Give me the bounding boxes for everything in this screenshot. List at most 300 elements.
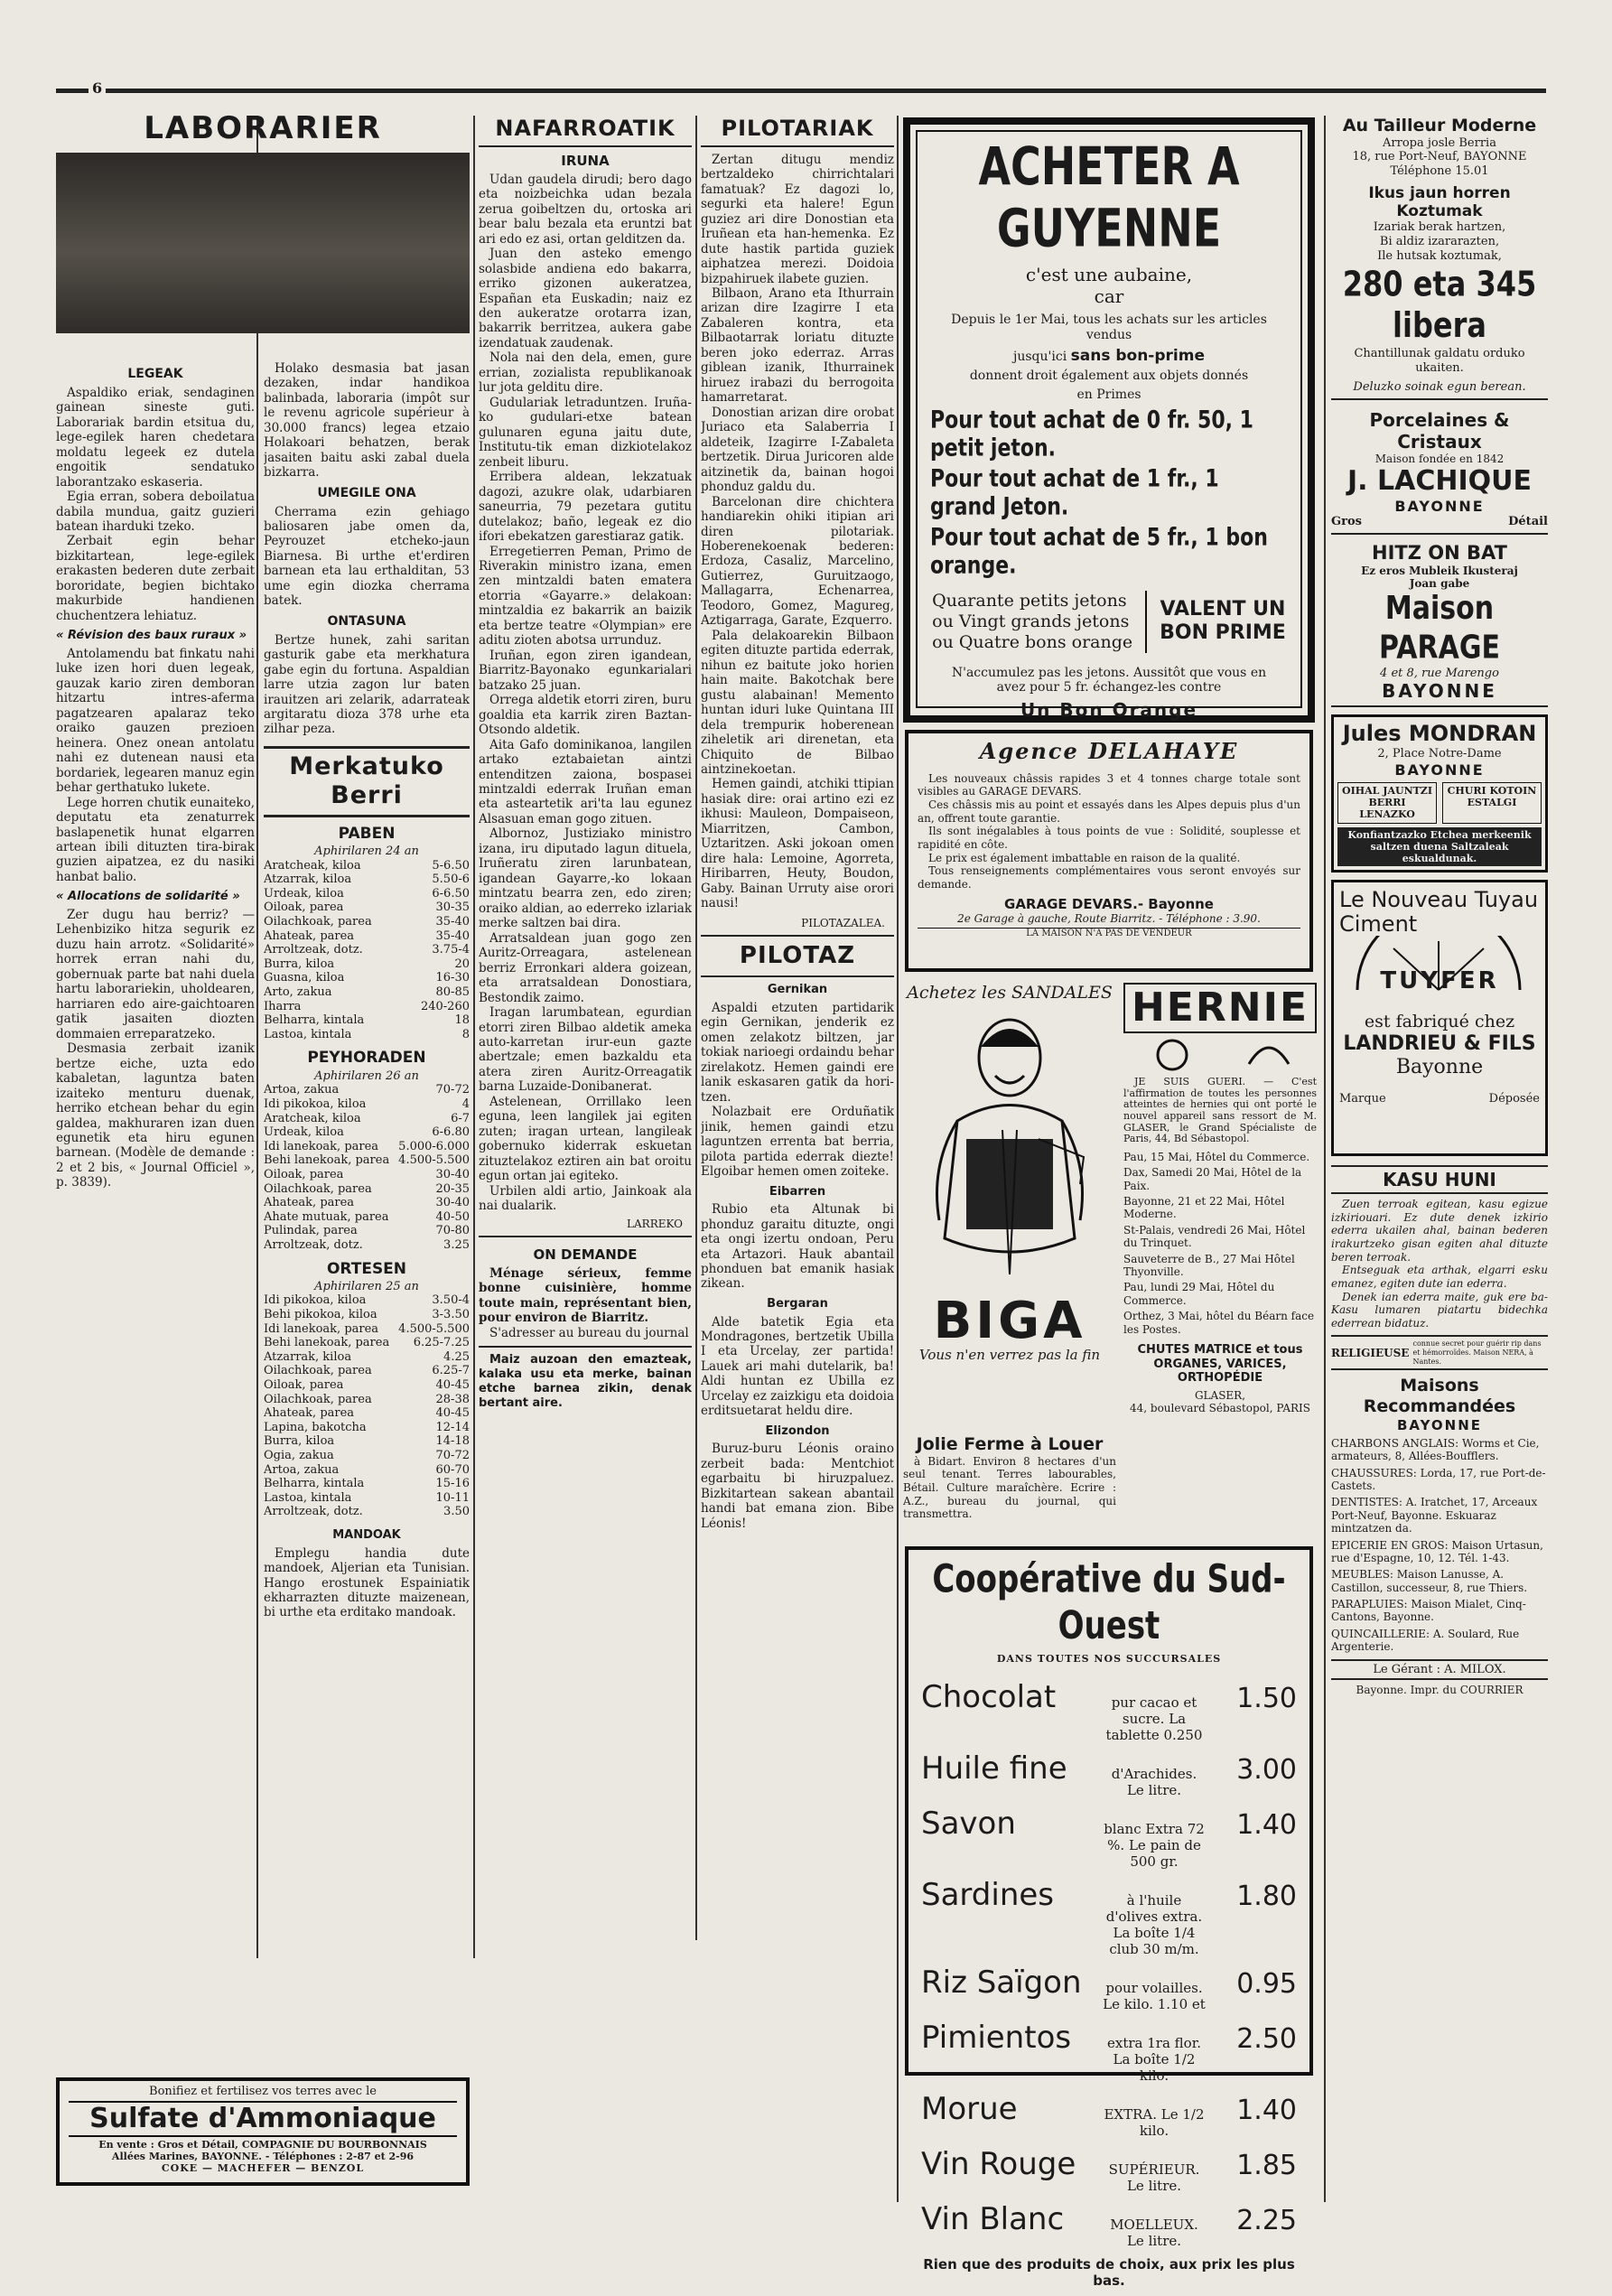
laborarier-col-b xyxy=(264,361,470,2068)
price-item: Behi lanekoak, parea xyxy=(264,1336,390,1350)
price-value: 40-45 xyxy=(435,1378,470,1393)
maisons-recommandees: Maisons Recommandées xyxy=(1363,1376,1516,1416)
hernie-town: Sauveterre de B., 27 Mai Hôtel Thyonville. xyxy=(1123,1252,1295,1278)
laborarier-para: Holako desmasia bat jasan dezaken, indar handikoa balinbada, laboraria (impôt sur le revenu agricole supérieur à 30.000 francs) legea etzaio Holakoari behatzen, berak jasaiten baitu aski zabal duela bizkarra. xyxy=(264,361,470,481)
laborarier-para: Aspaldiko eriak, sendaginen gainean sineste guti. Laborariak bardin etsitua du, lege-egilek haren chedetara moldatu legeek ez dutela engoitik sendatuko laborantzako eskaseria. xyxy=(56,385,255,490)
price-item: Arto, zakua xyxy=(264,985,332,1000)
table-row xyxy=(264,929,470,944)
koztumak-line: Bi aldiz izararazten, xyxy=(1379,234,1500,248)
tuyau-top: Le Nouveau Tuyau Ciment xyxy=(1339,887,1539,937)
coop-item-name: Sardines xyxy=(921,1876,1055,1913)
delahaye-address: 2e Garage à gauche, Route Biarritz. - Téléphone : 3.90. xyxy=(957,912,1261,926)
guyenne-line: en Primes xyxy=(1076,387,1141,403)
price-item: Oiloak, parea xyxy=(264,1378,344,1393)
delahaye-title: Agence DELAHAYE xyxy=(979,738,1239,764)
cooperative-ad xyxy=(905,1546,1313,2289)
gros-detail xyxy=(1331,515,1548,535)
ferme-title: Jolie Ferme à Louer xyxy=(916,1434,1104,1454)
hernie-towns xyxy=(1123,1151,1317,1336)
market-name: ORTESEN xyxy=(326,1259,407,1278)
price-item: Artoa, zakua xyxy=(264,1083,340,1097)
guyenne-inner xyxy=(916,130,1302,722)
truss-icon xyxy=(1242,1037,1296,1073)
pilotariak-section xyxy=(701,116,894,2076)
guyenne-equiv-line: Quarante petits jetons xyxy=(932,591,1127,611)
list-item xyxy=(921,2091,1297,2139)
sulfate-ad xyxy=(56,2077,470,2186)
page-number: 6 xyxy=(89,79,106,97)
price-value: 4.500-5.500 xyxy=(398,1153,470,1168)
price-value: 4.500-5.500 xyxy=(398,1321,470,1336)
delahaye-ad xyxy=(905,730,1313,972)
laborarier-para: Egia erran, sobera deboilatua dabila munduа, gaitz guzieri batean iharduki tzeko. xyxy=(56,490,255,535)
coop-item-name: Riz Saïgon xyxy=(921,1964,1082,2001)
list-item xyxy=(921,1877,1297,1957)
price-item: Idi lanekoak, parea xyxy=(264,1139,379,1153)
price-value: 14-18 xyxy=(435,1434,470,1449)
price-value: 5-6.50 xyxy=(432,858,470,873)
pilotaz-para: Nolazbait ere Orduñatik jinik, hemen gaindi etzu laguntzen errenta bat berria, pilota partida ederrak diezte! Elgoibar hemen omen zoiteke. xyxy=(701,1105,894,1180)
ondemande-heading: ON DEMANDE xyxy=(533,1246,638,1263)
market-name: PEYHORADEN xyxy=(307,1049,426,1068)
pilotaz-title-box xyxy=(701,935,894,977)
iruna-heading: IRUNA xyxy=(561,152,610,169)
price-value: 16-30 xyxy=(435,971,470,985)
nafarroatik-para: Aita Gafo dominikanoa, langilen artako eztabaietan aintzi entenditzen zaiona, bospasei mintzaldi ederrak Iruñan eman eta asteartetik ari'ta lau egunez Alsasuan eman gogo zituen. xyxy=(479,737,692,826)
ondemande-text2: S'adresser au bureau du journal xyxy=(489,1325,689,1340)
ondemande-text: Ménage sérieux, femme bonne cuisinière, homme toute main, représentant bien, pour environ de Biarritz. xyxy=(479,1266,692,1326)
price-value: 70-72 xyxy=(435,1083,470,1097)
table-row xyxy=(264,1168,470,1182)
price-value: 3.50 xyxy=(443,1505,470,1519)
mondran-footer: Konfiantzazko Etchea merkeenik saltzen duena Saltzaleak eskualdunak. xyxy=(1337,827,1542,867)
nafarroatik-para: Nola nai den dela, emen, gure errian, zozialista republikanoak lur jota gelditu dire. xyxy=(479,350,692,396)
coop-item-desc: blanc Extra 72 %. Le pain de 500 gr. xyxy=(1104,1820,1205,1870)
table-row xyxy=(264,1140,470,1154)
recommended-item: DENTISTES: A. Iratchet, 17, Arceaux Port-Neuf, Bayonne. Eskuaraz mintzatzen da. xyxy=(1331,1496,1538,1535)
religieuse-ad xyxy=(1331,1335,1548,1370)
coop-item-name: Vin Blanc xyxy=(921,2200,1065,2237)
table-row xyxy=(264,1505,470,1519)
guyenne-equiv-line: VALENT UN xyxy=(1160,598,1286,621)
biga-brand: BIGA xyxy=(933,1292,1086,1351)
hernie-town: Pau, lundi 29 Mai, Hôtel du Commerce. xyxy=(1123,1281,1275,1307)
table-row xyxy=(264,1491,470,1506)
price-value: 80-85 xyxy=(435,985,470,1000)
tailleur-line: Téléphone 15.01 xyxy=(1390,163,1489,178)
libera-price: 280 eta 345 libera xyxy=(1342,263,1537,347)
table-row xyxy=(264,901,470,915)
nafarroatik-para: Juan den asteko emengo solasbide andiena edo bakarra, erriko gizonen aukeratzea, Españan eta Euskadin; naiz ez den aukeratze orotarra izan, bakarrik berritzea, aukera gabe izendatuak zaudenak. xyxy=(479,247,692,350)
price-item: Aratcheak, kiloa xyxy=(264,1111,361,1125)
list-item xyxy=(921,2020,1297,2084)
price-value: 3.50-4 xyxy=(432,1293,470,1308)
koztumak-line: Izariak berak hartzen, xyxy=(1373,220,1506,235)
price-value: 18 xyxy=(454,1013,470,1028)
price-value: 6-6.80 xyxy=(432,1125,470,1140)
revision-heading: « Révision des baux ruraux » xyxy=(56,629,247,643)
column-rule xyxy=(473,116,475,1958)
guyenne-bon-orange: Un Bon Orange xyxy=(1020,699,1198,722)
mondran-cell: CHURI KOTOIN ESTALGI xyxy=(1442,782,1542,824)
kasu-text: Entseguak eta arthak, elgarri esku emanez, egiten dute ian ederra. xyxy=(1331,1264,1548,1290)
price-value: 35-40 xyxy=(435,915,470,929)
nafarroatik-section xyxy=(479,116,692,2076)
table-row xyxy=(264,1196,470,1210)
table-row xyxy=(264,1449,470,1463)
price-item: Lastoa, kintala xyxy=(264,1490,352,1505)
delahaye-text: Le prix est également imbattable en raison de la qualité. xyxy=(928,851,1241,864)
recommended-list xyxy=(1331,1437,1548,1654)
table-row xyxy=(264,1083,470,1097)
hernie-footer: ORGANES, VARICES, ORTHOPÉDIE xyxy=(1153,1357,1287,1386)
mondran-cell: OIHAL JAUNTZI BERRI LENAZKO xyxy=(1337,782,1437,824)
price-item: Lastoa, kintala xyxy=(264,1027,352,1041)
table-row xyxy=(264,1421,470,1435)
guyenne-ad xyxy=(903,117,1315,723)
koztumak-line: Ile hutsak koztumak, xyxy=(1377,248,1502,263)
lachique: J. LACHIQUE xyxy=(1347,465,1532,498)
hernie-town: Pau, 15 Mai, Hôtel du Commerce. xyxy=(1123,1150,1310,1163)
mondran-address: 2, Place Notre-Dame xyxy=(1377,747,1502,761)
table-row xyxy=(264,943,470,957)
maiz-text: Maiz auzoan den emazteak, kalaka usu eta merke, bainan etche barnea zikin, denak bertant aire. xyxy=(479,1353,692,1410)
coop-item-price: 1.80 xyxy=(1236,1880,1297,1912)
coop-item-price: 2.25 xyxy=(1236,2204,1297,2236)
nafarroatik-para: Iragan larumbatean, egurdian etorri ziren Bilbao aldetik ameka auto-karretan irur-eun gazte abertzale; emen bazkaldu eta atera ziren Auritz-Orreagatik barna Luzaide-Donibanerat. xyxy=(479,1005,692,1095)
list-item xyxy=(921,2146,1297,2194)
sulfate-line: Bonifiez et fertilisez vos terres avec le xyxy=(149,2085,377,2098)
nafarroatik-para: Astelenean, Orrillako leen eguna, leen langilek jai egiten zuten; iragan urtean, langileak gobernuko kiderrak eskuetan zituztelakoz eztiren ain bat oroitu egun ortan jai egiteko. xyxy=(479,1094,692,1184)
pilotazalea-signature: PILOTAZALEA. xyxy=(801,916,885,929)
nafarroatik-para: Urbilen aldi artio, Jainkoak ala nai dualarik. xyxy=(479,1183,692,1214)
price-value: 5.000-6.000 xyxy=(398,1139,470,1153)
truss-icon xyxy=(1145,1037,1199,1073)
price-item: Ahate mutuak, parea xyxy=(264,1209,389,1224)
coop-item-price: 2.50 xyxy=(1236,2022,1297,2055)
table-row xyxy=(264,1406,470,1421)
allocations-heading: « Allocations de solidarité » xyxy=(56,890,240,904)
price-item: Oilachkoak, parea xyxy=(264,915,372,929)
guyenne-line: jusqu'ici xyxy=(1013,349,1067,364)
coop-item-price: 3.00 xyxy=(1236,1753,1297,1786)
nafarroatik-para: Erriberа aldean, lekzatuak dagozi, azukre olak, udarbiaren saneurria, 79 pezetara gutitu dutelakoz; bañо, legeak ez dio ifori ebekatzen garestiaraz gatik. xyxy=(479,470,692,545)
price-item: Urdeak, kiloa xyxy=(264,1125,344,1140)
table-row xyxy=(264,1097,470,1112)
price-item: Lapina, bakotcha xyxy=(264,1420,367,1434)
laborarier-para: Desmasia zerbait izanik bertze eiche, uzta edo kabaletan, laguntza baten izaiteko menturu duenak, herriko etchean behar du egin galdea, makhuraren izan duen egunetik eta hiru egunen barnean. (Modèle de demande : 2 et 2 bis, « Journal Officiel », p. 3839). xyxy=(56,1041,255,1190)
maison-fondee: Maison fondée en 1842 xyxy=(1374,452,1505,465)
laborarier-title: LABORARIER xyxy=(144,110,382,146)
table-row xyxy=(264,1210,470,1225)
coop-item-desc: MOELLEUX. Le litre. xyxy=(1110,2216,1198,2249)
laborarier-para: Lege horren chutik eunaiteko, deputatu eta zenaturrek baslapenetik hunat elgarren artean ibili dituzten tira-birak guzien aipatzea, ez du nasiki hanbat balio. xyxy=(56,795,255,884)
maison-parage: Maison PARAGE xyxy=(1379,589,1500,667)
mandoak-heading: MANDOAK xyxy=(332,1527,401,1542)
coop-item-name: Morue xyxy=(921,2090,1018,2127)
pilotaz-title: PILOTAZ xyxy=(739,942,856,970)
nafarroatik-para: Erregetierren Peman, Primo de Riverakin ministro izana, emen zen mintzaldi baten ematera etorria «Gayarre.» delakoan: mintzaldia ez bakarrik an baizik eta bertze teatre «Olympian» ere aditu zioten abotsa urrunduz. xyxy=(479,544,692,649)
price-value: 3.25 xyxy=(443,1237,470,1252)
laborarier-col-a xyxy=(56,361,255,2068)
coop-item-name: Vin Rouge xyxy=(921,2145,1076,2182)
koztumak: Ikus jaun horren Koztumak xyxy=(1368,183,1511,220)
table-row xyxy=(264,1364,470,1378)
gernikan-heading: Gernikan xyxy=(767,983,828,997)
price-value: 5.50-6 xyxy=(432,873,470,887)
table-row xyxy=(264,1013,470,1028)
table-row xyxy=(264,915,470,929)
mondran-ad xyxy=(1331,714,1548,873)
maiz-block xyxy=(479,1346,692,1410)
price-item: Iharra xyxy=(264,999,302,1013)
guyenne-line: Depuis le 1er Mai, tous les achats sur les articles vendus xyxy=(951,313,1267,343)
price-value: 240-260 xyxy=(420,999,470,1013)
religieuse-title: RELIGIEUSE xyxy=(1331,1346,1410,1359)
price-value: 4 xyxy=(461,1097,470,1111)
delahaye-text: Les nouveaux châssis rapides 3 et 4 tonnes charge totale sont visibles au GARAGE DEVARS. xyxy=(918,771,1300,798)
elizondon-heading: Elizondon xyxy=(765,1423,830,1438)
hernie-figures xyxy=(1123,1037,1317,1073)
sulfate-line: COKE — MACHEFER — BENZOL xyxy=(161,2161,365,2174)
cooperative-footer: Rien que des produits de choix, aux prix les plus bas. xyxy=(923,2255,1295,2289)
price-item: Ahateak, parea xyxy=(264,1406,355,1421)
guyenne-footer: N'accumulez pas les jetons. Aussitôt que vous en xyxy=(951,665,1267,680)
tailleur-line: 18, rue Port-Neuf, BAYONNE xyxy=(1352,150,1527,164)
tuyau-mid: est fabriqué chez xyxy=(1364,1011,1515,1031)
merkatuko-title: Merkatuko Berri xyxy=(289,751,444,810)
price-value: 3.75-4 xyxy=(432,943,470,957)
table-row xyxy=(264,1224,470,1238)
pilotariak-title: PILOTARIAK xyxy=(701,116,894,147)
tuyau-maker: LANDRIEU & FILS xyxy=(1343,1031,1536,1055)
larreko-signature: LARREKO xyxy=(627,1217,683,1230)
gros-label: Gros xyxy=(1331,515,1362,529)
price-item: Oiloak, parea xyxy=(264,1167,344,1181)
ferme-text: à Bidart. Environ 8 hectares d'un seul tenant. Terres labourables, Bétail. Culture maraîchère. Ecrire : A.Z., bureau du journal, qui transmettra. xyxy=(903,1454,1116,1521)
delahaye-slogan: LA MAISON N'A PAS DE VENDEUR xyxy=(918,928,1300,939)
price-item: Ahateak, parea xyxy=(264,929,355,943)
recommended-item: PARAPLUIES: Maison Mialet, Cinq-Cantons, Bayonne. xyxy=(1331,1598,1526,1624)
price-value: 6-6.50 xyxy=(432,886,470,901)
table-row xyxy=(264,1000,470,1014)
sandales-ad xyxy=(903,983,1116,1425)
coop-item-desc: pour volailles. Le kilo. 1.10 et xyxy=(1103,1979,1206,2012)
sulfate-line: Allées Marines, BAYONNE. - Téléphones : 2-87 et 2-96 xyxy=(111,2150,415,2162)
coop-item-desc: pur cacao et sucre. La tablette 0.250 xyxy=(1105,1694,1203,1743)
umegile-heading: UMEGILE ONA xyxy=(317,485,416,500)
parage-city: BAYONNE xyxy=(1331,680,1548,707)
coop-item-desc: extra 1ra flor. La boîte 1/2 kilo. xyxy=(1107,2034,1201,2084)
guyenne-equiv-right xyxy=(1147,598,1286,646)
farm-illustration xyxy=(56,153,470,333)
price-item: Oilachkoak, parea xyxy=(264,1392,372,1406)
nafarroatik-para: Gudulariak letraduntzen. Iruña-ko gudulari-etxe batean gulunaren eguna jaitu dute, Institutu-tik eman dizkiotelakoz zenbeit liburu. xyxy=(479,395,692,470)
price-value: 70-80 xyxy=(435,1224,470,1238)
parage-address: 4 et 8, rue Marengo xyxy=(1380,666,1499,680)
price-item: Burra, kiloa xyxy=(264,957,335,971)
pilotariak-para: Bilbaon, Arano eta Ithurrain arizan dire Izagirre I eta Zabaleren kontra, eta Bilbaotarrak loriatu dituzte beren joko ederraz. Arras giblean izanik, Ithurrainek hiruez irabazi du berrogoita hamarretarat. xyxy=(701,286,894,406)
hernie-footer: GLASER, xyxy=(1194,1388,1246,1402)
pilotariak-para: Pala delakoarekin Bilbaon egiten dituzte partida ederrak, nihun ez baitute joko horien hain maite. Bakotchak bere gustu alabainan! Memento huntan iduri luke Quintana III dela trempuriк hoberenean ziheletik ari direnetan, eta Chiquito de Bilbao aintzinekoetan. xyxy=(701,628,894,778)
coop-item-desc: à l'huile d'olives extra. La boîte 1/4 club 30 m/m. xyxy=(1105,1891,1203,1957)
sulfate-title: Sulfate d'Ammoniaque xyxy=(69,2101,457,2137)
nafarroatik-para: Arratsaldean juan gogo zen Auritz-Orreagara, astelenean berriz Erronkari aldera goizean, eta arratsaldean Donostiara, Bestondik zaimo. xyxy=(479,930,692,1005)
price-item: Artoa, zakua xyxy=(264,1462,340,1477)
coop-item-price: 1.85 xyxy=(1236,2149,1297,2181)
pilotaz-para: Alde batetik Egia eta Mondragones, bertzetik Ubilla I eta Urcelay, zer partida! Lauek ari mahi dutelarik, ba! Aldi huntan ez Ubilla ez Urcelay ez zaizkigu eta doidoia erditsuetarat heldu dire. xyxy=(701,1314,894,1419)
price-item: Burra, kiloa xyxy=(264,1434,335,1449)
pilotaz-para: Rubio eta Altunak bi phonduz garaitu dituzte, ongi eta ongi izertu ondoan, Peru eta Artazori. Hauk abantail phonduen bat emanik hasiak zikean. xyxy=(701,1202,894,1292)
table-row xyxy=(264,1028,470,1042)
price-value: 6-7 xyxy=(451,1111,470,1125)
maisons-city: BAYONNE xyxy=(1396,1416,1483,1433)
kasu-text: Denek ian ederra maite, guk ere ba-Kasu lumaren piatartu bidechka ederrean bidatuz. xyxy=(1331,1290,1548,1330)
imprimerie: Bayonne. Impr. du COURRIER xyxy=(1356,1684,1523,1697)
guyenne-equiv-line: BON PRIME xyxy=(1160,621,1286,645)
market-date: Aphirilaren 24 an xyxy=(314,845,419,859)
coop-item-desc: SUPÉRIEUR. Le litre. xyxy=(1108,2161,1200,2194)
pilotaz-para: Aspaldi etzuten partidarik egin Gernikan, jenderik ez omen zelakotz biltzen, jar tokiak narioegi ordaindu behar zirelakotz. Hemen gaindi ere lanik eskasaren gatik da hori-tzen. xyxy=(701,1000,894,1105)
recommended-item: CHAUSSURES: Lorda, 17, rue Port-de-Castets. xyxy=(1331,1466,1546,1492)
guyenne-equiv-left xyxy=(932,591,1147,652)
ferme-ad xyxy=(903,1434,1116,1525)
price-value: 12-14 xyxy=(435,1420,470,1434)
guyenne-sans-bon-prime: sans bon-prime xyxy=(1070,346,1205,365)
table-row xyxy=(264,859,470,873)
price-item: Belharra, kintala xyxy=(264,1477,365,1491)
table-row xyxy=(264,1308,470,1322)
column-rule xyxy=(695,116,697,1940)
price-value: 20 xyxy=(454,957,470,971)
mandoak-text: Emplegu handia dute mandoek, Aljerian eta Tunisian. Hango erostunek Espainiatik ekharrazten dituzte maizenean, bi urthe eta erditako mandoak. xyxy=(264,1545,470,1620)
pilotaz-para: Buruz-buru Léonis oraino zerbeit bada: Mentchiot egarbaitu bi hiruzpaluez. Bizkitartean sakean abantail handi bat emana zion. Bibe Léonis! xyxy=(701,1442,894,1531)
recommended-item: MEUBLES: Maison Lanusse, A. Castillon, successeur, 8, rue Thiers. xyxy=(1331,1568,1528,1594)
lachique-city: BAYONNE xyxy=(1394,498,1485,516)
table-row xyxy=(264,1477,470,1491)
price-value: 35-40 xyxy=(435,929,470,943)
right-column xyxy=(1331,116,1548,2256)
table-row xyxy=(264,887,470,901)
coop-item-desc: EXTRA. Le 1/2 kilo. xyxy=(1104,2105,1205,2139)
ondemande-block xyxy=(479,1236,692,1340)
hernie-text: JE SUIS GUERI. — C'est l'affirmation de toutes les personnes atteintes de hernies qui ont porté le nouvel appareil sans ressort de M. GLASER, le Grand Spécialiste de Paris, 44, Bd Sébastopol. xyxy=(1123,1076,1317,1145)
ontasuna-heading: ONTASUNA xyxy=(327,613,406,629)
price-item: Arroltzeak, dotz. xyxy=(264,943,363,957)
delahaye-garage: GARAGE DEVARS.- Bayonne xyxy=(1004,896,1214,913)
table-row xyxy=(264,1182,470,1197)
price-value: 8 xyxy=(461,1027,470,1041)
price-item: Oiloak, parea xyxy=(264,901,344,915)
column-rule xyxy=(1324,116,1326,2202)
price-item: Idi lanekoak, parea xyxy=(264,1321,379,1336)
table-row xyxy=(264,1378,470,1393)
guyenne-line: car xyxy=(1094,285,1124,308)
hernie-footer: 44, boulevard Sébastopol, PARIS xyxy=(1129,1402,1310,1415)
price-item: Behi lanekoak, parea xyxy=(264,1153,390,1168)
table-row xyxy=(264,971,470,985)
price-item: Belharra, kintala xyxy=(264,1013,365,1028)
table-row xyxy=(264,1322,470,1337)
price-value: 60-70 xyxy=(435,1462,470,1477)
cooperative-title: Coopérative du Sud-Ouest xyxy=(932,1556,1286,1648)
hernie-town: Orthez, 3 Mai, hôtel du Béarn face les Postes. xyxy=(1123,1310,1315,1336)
guyenne-equiv-line: ou Vingt grands jetons xyxy=(932,611,1130,632)
recommended-item: CHARBONS ANGLAIS: Worms et Cie, armateurs, 8, Allées-Boufflers. xyxy=(1331,1436,1540,1463)
kasu-huni: KASU HUNI xyxy=(1331,1165,1548,1194)
market-price-table xyxy=(264,1083,470,1252)
price-item: Aratcheak, kiloa xyxy=(264,858,361,873)
price-item: Pulindak, parea xyxy=(264,1224,358,1238)
guyenne-title: ACHETER A GUYENNE xyxy=(978,135,1240,259)
price-item: Oilachkoak, parea xyxy=(264,1364,372,1378)
list-item xyxy=(921,1750,1297,1798)
guyenne-line: donnent droit également aux objets donnés xyxy=(969,369,1249,384)
guyenne-offer: Pour tout achat de 1 fr., 1 grand Jeton. xyxy=(930,465,1219,522)
recommended-item: EPICERIE EN GROS: Maison Urtasun, rue d'Espagne, 10, 12. Tél. 1-43. xyxy=(1331,1538,1543,1564)
table-row xyxy=(264,1336,470,1350)
sandales-illustration xyxy=(903,1003,1116,1293)
guyenne-footer: avez pour 5 fr. échangez-les contre xyxy=(996,680,1222,695)
price-item: Idi pikokoa, kiloa xyxy=(264,1293,367,1308)
tuyau-city: Bayonne xyxy=(1395,1055,1484,1078)
sandales-top: Achetez les SANDALES xyxy=(907,983,1113,1003)
laborarier-para: Zer dugu hau berriz? — Lehenbiziko hitza segurik ez duzu hain arrotz. «Solidarité» horrek erran nahi du, gobernuak parte bat nahi duela hartu laborariekin, uholdearen, harriaren edo aire-gaichtoaren gatik jasaiten diozten dommaien erreparatzeko. xyxy=(56,907,255,1041)
hernie-town: Dax, Samedi 20 Mai, Hôtel de la Paix. xyxy=(1123,1166,1302,1192)
cooperative-subtitle: DANS TOUTES NOS SUCCURSALES xyxy=(996,1652,1222,1665)
coop-item-name: Huile fine xyxy=(921,1750,1067,1787)
mondran-cells xyxy=(1337,782,1542,824)
hernie-title: HERNIE xyxy=(1123,983,1317,1033)
coop-item-name: Pimientos xyxy=(921,2019,1072,2056)
tailleur-title: Au Tailleur Moderne xyxy=(1342,116,1537,135)
price-item: Ahateak, parea xyxy=(264,1196,355,1210)
table-row xyxy=(264,1153,470,1168)
market-listings xyxy=(264,825,470,1519)
market-price-table xyxy=(264,859,470,1042)
detail-label: Détail xyxy=(1508,515,1548,529)
price-value: 15-16 xyxy=(435,1477,470,1491)
column-rule xyxy=(897,116,899,2202)
hernie-town: Bayonne, 21 et 22 Mai, Hôtel Moderne. xyxy=(1123,1195,1285,1221)
mondran-city: BAYONNE xyxy=(1394,761,1485,779)
hitz-on-bat: HITZ ON BAT xyxy=(1372,541,1507,564)
deluzko: Deluzko soinak egun bereаn. xyxy=(1331,380,1548,400)
table-row xyxy=(264,1112,470,1126)
delahaye-text: Tous renseignements complémentaires vous seront envoyés sur demande. xyxy=(918,864,1300,891)
price-value: 30-40 xyxy=(435,1167,470,1181)
hitz-sub: Ez eros Mubleik Ikusteraj xyxy=(1361,565,1518,578)
market-date: Aphirilaren 26 an xyxy=(314,1069,419,1083)
guyenne-offer: Pour tout achat de 0 fr. 50, 1 petit jeton. xyxy=(930,406,1253,463)
price-item: Idi pikokoa, kiloa xyxy=(264,1097,367,1111)
price-item: Atzarrak, kiloa xyxy=(264,1349,352,1364)
religieuse-text: connue secret pour guérir rip dans et hémorroïdes. Maison NERA, à Nantes. xyxy=(1412,1339,1542,1366)
price-value: 40-50 xyxy=(435,1209,470,1224)
bergaran-heading: Bergaran xyxy=(767,1296,828,1311)
list-item xyxy=(921,1806,1297,1870)
pilotariak-para: Zertan ditugu mendiz bertzaldeko chirrichtalari famatuak? Ez dagozi lo, segurki eta halere! Egun guziez ari dire Donostian eta Iruñean eta han-hemenka. Ez dute hastik partida guziek aiphatzea merezi. Doidoia bizpahiruek ilabete guzien. xyxy=(701,152,894,286)
coop-item-name: Chocolat xyxy=(921,1678,1057,1715)
recommended-item: QUINCAILLERIE: A. Soulard, Rue Argenterie. xyxy=(1331,1627,1520,1654)
deposee-label: Déposée xyxy=(1488,1092,1540,1106)
price-value: 10-11 xyxy=(435,1490,470,1505)
pilotariak-para: Barcelonan dire chichtera handiarekin ohiki itipian ari diren pilotariak. Hoberenekoenak bederen: Erdoza, Casaliz, Marcelino, Gutierrez, Guruitzaogo, Mallagarra, Echenarrea, Teodoro, Gomez, Magureg, Aztigarraga, Garate, Ezquerro. xyxy=(701,494,894,629)
market-price-table xyxy=(264,1293,470,1519)
sulfate-line: En vente : Gros et Détail, COMPAGNIE DU BOURBONNAIS xyxy=(98,2138,427,2151)
delahaye-text: Ils sont inégalables à tous points de vue : Solidité, souplesse et rapidité en côte. xyxy=(918,825,1300,851)
guyenne-equivalence xyxy=(930,591,1288,652)
